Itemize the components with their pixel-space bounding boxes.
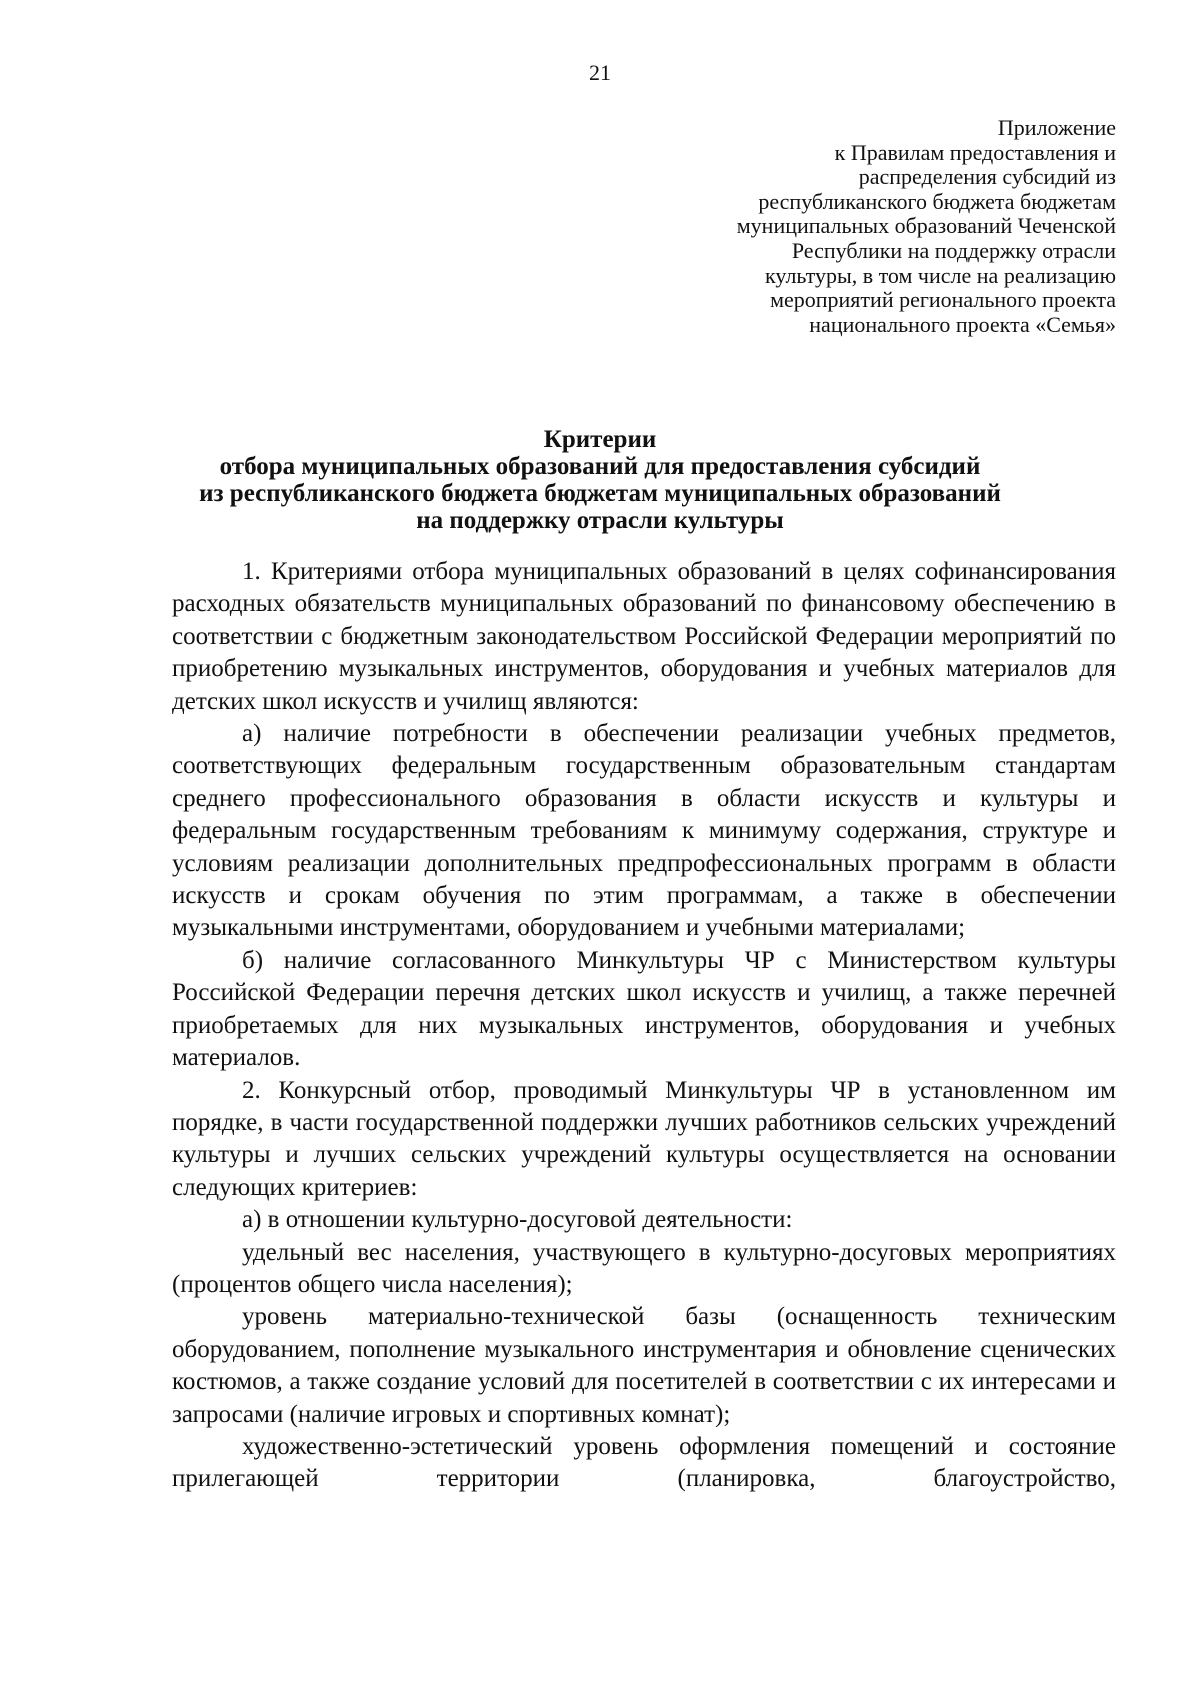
appendix-line: распределения субсидий из xyxy=(858,164,1116,190)
paragraph-criteria-2: 2. Конкурсный отбор, проводимый Минкультуры ЧР в установленном им порядке, в части государственной поддержки лучших работников сельских учреждений культуры и лучших сельских учреждений культуры осуществляется на основании следующих критериев: xyxy=(172,1076,1116,1201)
appendix-line: республиканского бюджета бюджетам xyxy=(758,188,1116,214)
page-number: 21 xyxy=(589,60,611,85)
title-line: Критерии xyxy=(543,426,657,453)
appendix-line: к Правилам предоставления и xyxy=(834,139,1116,165)
appendix-line: муниципальных образований Чеченской xyxy=(736,213,1116,239)
title-line: отбора муниципальных образований для предоставления субсидий xyxy=(219,453,981,480)
document-body xyxy=(172,556,1116,1496)
title-line: из республиканского бюджета бюджетам муниципальных образований xyxy=(199,480,1001,507)
paragraph-criteria-1: 1. Критериями отбора муниципальных образований в целях софинансирования расходных обязательств муниципальных образований по финансовому обеспечению в соответствии с бюджетным законодательством Российской Федерации мероприятий по приобретению музыкальных инструментов, оборудования и учебных материалов для детских школ искусств и училищ являются: xyxy=(172,558,1116,715)
document-title xyxy=(100,426,1100,534)
appendix-line: культуры, в том числе на реализацию xyxy=(765,262,1116,288)
paragraph-criteria-2a: а) в отношении культурно-досуговой деятельности: xyxy=(242,1206,793,1234)
appendix-line: Приложение xyxy=(997,115,1116,140)
paragraph-material-base: уровень материально-технической базы (оснащенность техническим оборудованием, пополнение музыкального инструментария и обновление сценических костюмов, а также создание условий для посетителей в соответствии с их интересами и запросами (наличие игровых и спортивных комнат); xyxy=(172,1303,1116,1428)
paragraph-criteria-1a: а) наличие потребности в обеспечении реализации учебных предметов, соответствующих федеральным государственным образовательным стандартам среднего профессионального образования в области искусств и культуры и федеральным государственным требованиям к минимуму содержания, структуре и условиям реализации дополнительных предпрофессиональных программ в области искусств и срокам обучения по этим программам, а также в обеспечении музыкальными инструментами, оборудованием и учебными материалами; xyxy=(172,720,1116,942)
paragraph-aesthetic-level: художественно-эстетический уровень оформления помещений и состояние прилегающей территории (планировка, благоустройство, xyxy=(172,1432,1116,1493)
title-line: на поддержку отрасли культуры xyxy=(416,507,784,534)
appendix-header xyxy=(656,116,1116,337)
appendix-line: Республики на поддержку отрасли xyxy=(791,237,1116,263)
paragraph-share-population: удельный вес населения, участвующего в культурно-досуговых мероприятиях (процентов общего числа населения); xyxy=(172,1238,1116,1298)
appendix-line: мероприятий регионального проекта xyxy=(770,287,1116,313)
appendix-line: национального проекта «Семья» xyxy=(809,311,1116,337)
paragraph-criteria-1b: б) наличие согласованного Минкультуры ЧР с Министерством культуры Российской Федерации перечня детских школ искусств и училищ, а также перечней приобретаемых для них музыкальных инструментов, оборудования и учебных материалов. xyxy=(172,946,1116,1072)
